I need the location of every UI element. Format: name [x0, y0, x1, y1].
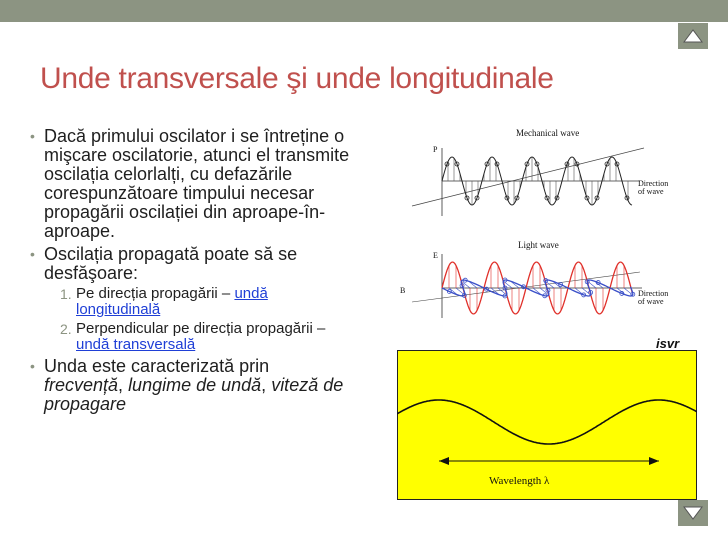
term-wavelength: lungime de undă	[128, 375, 262, 395]
light-wave-title: Light wave	[518, 240, 559, 250]
wavelength-diagram	[397, 350, 697, 500]
down-arrow-icon[interactable]	[678, 500, 708, 526]
bullet-dot: •	[30, 246, 35, 262]
wavelength-label: Wavelength λ	[489, 475, 550, 487]
mechanical-axis-label: P	[433, 145, 438, 154]
isvr-logo: isvr	[656, 336, 680, 351]
mechanical-oblique-axis	[412, 148, 644, 206]
sub-bullet-2-text: Perpendicular pe direcția propagării –	[76, 320, 326, 337]
term-propagation-speed: viteză de propagare	[44, 375, 344, 414]
separator: ,	[261, 375, 272, 395]
mechanical-direction-label-1: Direction	[638, 179, 669, 188]
bullet-1-text: Dacă primului oscilator i se întreține o mişcare oscilatorie, atunci el transmite oscilația celorlalți, cu defazările corespunzătoare timpului necesar propagării oscilației din aproape-în-aproape.	[44, 126, 350, 241]
light-direction-label-2: of wave	[638, 297, 664, 306]
sub-bullet-2	[30, 321, 350, 353]
bullet-1	[30, 127, 350, 241]
sub-bullet-1-text: Pe direcția propagării –	[76, 285, 235, 302]
up-arrow-icon[interactable]	[678, 23, 708, 49]
light-label-e: E	[433, 251, 438, 260]
light-label-b: B	[400, 286, 406, 295]
mechanical-direction-label-2: of wave	[638, 187, 664, 196]
slide-body	[30, 127, 350, 414]
bullet-3	[30, 357, 350, 414]
separator: ,	[118, 375, 129, 395]
light-wave-figure	[392, 236, 692, 334]
bullet-2-text: Oscilația propagată poate să se desfăşoare:	[44, 244, 298, 283]
sub-bullet-1-number: 1.	[60, 286, 72, 302]
bullet-3-text: Unda este caracterizată prin	[44, 356, 270, 376]
bullet-2	[30, 245, 350, 283]
bullet-dot: •	[30, 358, 35, 374]
sub-bullet-2-number: 2.	[60, 321, 72, 337]
mechanical-wave-figure	[392, 126, 692, 230]
sub-bullet-1	[30, 286, 350, 318]
transverse-wave-link[interactable]: undă transversală	[76, 336, 196, 353]
mechanical-wave-title: Mechanical wave	[516, 128, 580, 138]
bullet-dot: •	[30, 128, 35, 144]
term-frequency: frecvență	[44, 375, 119, 395]
light-direction-label-1: Direction	[638, 289, 669, 298]
top-bar	[0, 0, 728, 22]
slide-title: Unde transversale şi unde longitudinale	[40, 62, 554, 95]
longitudinal-wave-link[interactable]: undă longitudinală	[76, 285, 268, 318]
